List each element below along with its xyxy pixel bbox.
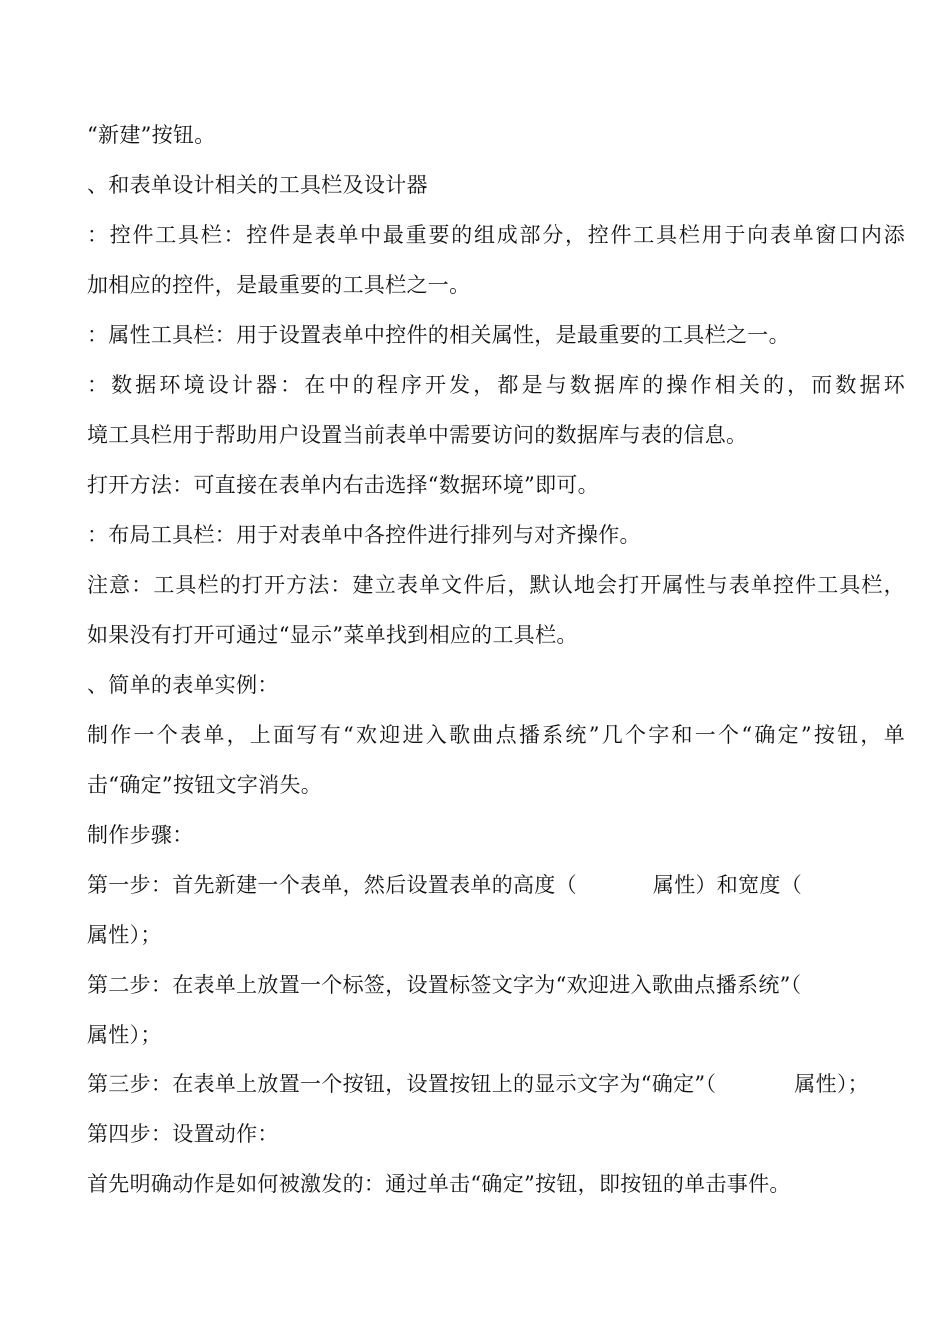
text-line-properties-toolbar: ：属性工具栏：用于设置表单中控件的相关属性，是最重要的工具栏之一。 — [87, 323, 790, 347]
section-heading-example: 、简单的表单实例： — [87, 673, 279, 697]
text-line-17: 属性）； — [87, 923, 162, 947]
text-line-example-desc: 制作一个表单，上面写有“欢迎进入歌曲点播系统”几个字和一个“确定”按钮，单 — [87, 723, 905, 747]
text-line-14: 击“确定”按钮文字消失。 — [87, 773, 323, 797]
text-line-controls-toolbar: ：控件工具栏：控件是表单中最重要的组成部分，控件工具栏用于向表单窗口内添 — [87, 223, 905, 247]
text-segment-a: 第三步：在表单上放置一个按钮，设置按钮上的显示文字为“确定”（ — [87, 1072, 717, 1096]
text-line-step-1 — [87, 871, 802, 899]
text-line-19: 属性）； — [87, 1023, 162, 1047]
text-segment-b: 中的程序开发，都是与数据库的操作相关的，而数据环 — [328, 373, 905, 397]
text-segment-a: ：数据环境设计器：在 — [87, 373, 329, 397]
text-line-steps-heading: 制作步骤： — [87, 823, 194, 847]
text-line-11: 如果没有打开可通过“显示”菜单找到相应的工具栏。 — [87, 623, 578, 647]
text-line-open-method: 打开方法：可直接在表单内右击选择“数据环境”即可。 — [87, 473, 599, 497]
text-line-22: 首先明确动作是如何被激发的：通过单击“确定”按钮，即按钮的单击事件。 — [87, 1172, 791, 1196]
section-heading-toolbars: 、和表单设计相关的工具栏及设计器 — [87, 173, 428, 197]
text-line-note: 注意：工具栏的打开方法：建立表单文件后，默认地会打开属性与表单控件工具栏， — [87, 573, 905, 597]
text-segment-b: 属性）； — [794, 1072, 869, 1096]
text-line-1: “新建”按钮。 — [87, 123, 216, 147]
text-line-4: 加相应的控件，是最重要的工具栏之一。 — [87, 273, 471, 297]
text-segment-b: 属性）和宽度（ — [652, 873, 803, 897]
text-line-data-environment — [87, 371, 905, 399]
text-line-layout-toolbar: ：布局工具栏：用于对表单中各控件进行排列与对齐操作。 — [87, 523, 641, 547]
text-line-step-3 — [87, 1070, 869, 1098]
text-line-7: 境工具栏用于帮助用户设置当前表单中需要访问的数据库与表的信息。 — [87, 423, 748, 447]
text-line-step-4: 第四步：设置动作： — [87, 1122, 279, 1146]
text-line-step-2: 第二步：在表单上放置一个标签，设置标签文字为“欢迎进入歌曲点播系统”（ — [87, 973, 802, 997]
text-segment-a: 第一步：首先新建一个表单，然后设置表单的高度（ — [87, 873, 577, 897]
